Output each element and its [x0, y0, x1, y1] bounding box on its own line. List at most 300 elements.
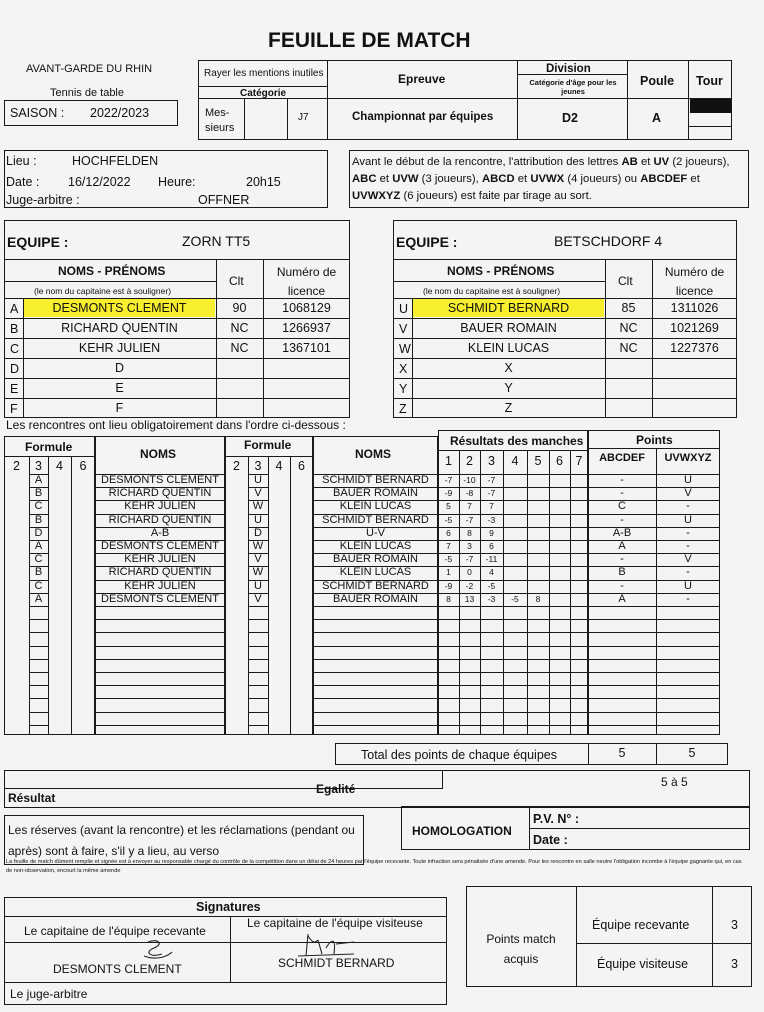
- rule-line: [248, 725, 268, 726]
- match-set-score: 7: [467, 501, 472, 511]
- match-set-score: 4: [489, 567, 494, 577]
- result-score: 5 à 5: [661, 775, 688, 789]
- points-home-label: Équipe recevante: [592, 918, 690, 932]
- home_team-player-clt: NC: [230, 321, 249, 335]
- rule-line: [4, 281, 216, 282]
- division-label: Division: [546, 63, 591, 75]
- match-set-score: 6: [446, 528, 451, 538]
- rule-line: [438, 487, 588, 488]
- home_team-player-letter: D: [10, 362, 20, 376]
- away_team-player-name: SCHMIDT BERNARD: [447, 301, 570, 315]
- match-set-score: 5: [446, 501, 451, 511]
- rule-line: [438, 514, 588, 515]
- rule-line: [29, 659, 48, 660]
- match-set-score: -7: [487, 475, 496, 485]
- away-formule-col: 2: [233, 459, 240, 473]
- match-home-letter: B: [34, 514, 43, 526]
- match-set-score: -3: [487, 594, 496, 604]
- rule-line: [438, 685, 588, 686]
- points-away-label: Équipe visiteuse: [597, 957, 689, 971]
- match-home-letter: D: [34, 527, 43, 539]
- match-away-name: BAUER ROMAIN: [333, 593, 418, 605]
- match-home-name: A-B: [150, 527, 170, 539]
- match-away-letter: W: [252, 566, 264, 578]
- match-away-name: KLEIN LUCAS: [339, 500, 412, 512]
- home_team-player-letter: F: [10, 402, 18, 416]
- rule-line: [290, 456, 291, 735]
- points-header: Points: [636, 433, 673, 447]
- match-away-letter: D: [254, 527, 262, 539]
- match-away-name: KLEIN LUCAS: [339, 566, 412, 578]
- signatures-title: Signatures: [196, 900, 261, 914]
- home_team-equipe-label: EQUIPE :: [7, 234, 69, 250]
- points-match-label: Points match acquis: [486, 932, 556, 966]
- home_team-player-clt: NC: [230, 341, 249, 355]
- rule-line: [588, 632, 720, 633]
- match-home-name: KEHR JULIEN: [124, 580, 196, 592]
- categorie-label: Catégorie: [240, 88, 287, 99]
- points-home-value: 3: [731, 918, 738, 932]
- rule-line: [438, 619, 588, 620]
- set-col-header: 7: [575, 454, 583, 468]
- club-name: AVANT-GARDE DU RHIN: [26, 63, 153, 75]
- home_team-player-name: RICHARD QUENTIN: [61, 321, 178, 335]
- season-label: SAISON :: [10, 106, 65, 120]
- date-value: 16/12/2022: [68, 175, 131, 189]
- rule-line: [248, 606, 268, 607]
- match-home-name: RICHARD QUENTIN: [108, 487, 212, 499]
- away_team-equipe-label: EQUIPE :: [396, 234, 458, 250]
- match-home-letter: B: [34, 487, 43, 499]
- match-away-letter: W: [252, 500, 264, 512]
- rule-line: [438, 672, 588, 673]
- match-away-point: U: [684, 474, 692, 486]
- order-note: Les rencontres ont lieu obligatoirement dans l'ordre ci-dessous :: [6, 418, 346, 432]
- away_team-player-licence: 1227376: [670, 341, 719, 355]
- away_team-name: BETSCHDORF 4: [554, 233, 663, 249]
- away_team-player-licence: 1311026: [670, 301, 719, 315]
- match-home-point: -: [620, 553, 624, 565]
- home-noms-header: NOMS: [140, 447, 176, 461]
- rule-line: [248, 685, 268, 686]
- heure-label: Heure:: [158, 175, 196, 189]
- rule-line: [588, 672, 720, 673]
- division-value: D2: [562, 111, 578, 125]
- rule-line: [438, 712, 588, 713]
- home-formule-col: 6: [79, 459, 87, 473]
- match-away-point: V: [684, 553, 692, 565]
- match-away-letter: V: [254, 553, 262, 565]
- rule-line: [248, 646, 268, 647]
- home-formule-col: 4: [56, 459, 63, 473]
- match-set-score: 8: [535, 594, 541, 604]
- rule-line: [95, 698, 225, 699]
- juge-label: Juge-arbitre :: [6, 193, 80, 207]
- match-home-letter: C: [34, 500, 43, 512]
- rule-line: [4, 318, 350, 319]
- age-category-label: Catégorie d'âge pour les jeunes: [529, 78, 617, 96]
- pv-label: P.V. N° :: [533, 812, 579, 826]
- set-col-header: 5: [534, 454, 542, 468]
- home_team-player-name: E: [115, 381, 124, 395]
- rule-line: [588, 712, 720, 713]
- rule-line: [4, 358, 350, 359]
- totals-away: 5: [688, 746, 696, 760]
- home_team-player-letter: E: [10, 382, 19, 396]
- match-away-name: KLEIN LUCAS: [339, 540, 412, 552]
- draw-note: Avant le début de la rencontre, l'attribution des lettres AB et UV (2 joueurs), ABC et UVW (3 joueurs), ABCD et UVWX (4 joueurs) ou ABCDEF et UVWXYZ (6 joueurs) est faite par tirage au sort.: [352, 156, 730, 202]
- reserves-text: Les réserves (avant la rencontre) et les réclamations (pendant ou après) sont à faire, s'il y a lieu, au verso: [8, 823, 355, 858]
- home-formule-header: Formule: [25, 440, 73, 454]
- rule-line: [393, 398, 737, 399]
- home_team-capitaine-note: (le nom du capitaine est à souligner): [34, 286, 172, 296]
- match-away-point: -: [686, 540, 690, 552]
- sheet-title: FEUILLE DE MATCH: [268, 29, 471, 52]
- rule-line: [248, 659, 268, 660]
- rule-line: [95, 685, 225, 686]
- rule-line: [393, 358, 737, 359]
- rule-line: [29, 619, 48, 620]
- match-away-point: -: [686, 500, 690, 512]
- rule-line: [393, 281, 605, 282]
- match-set-score: 6: [489, 541, 494, 551]
- rule-line: [588, 725, 720, 726]
- match-away-name: U-V: [366, 527, 385, 539]
- rule-line: [588, 698, 720, 699]
- rule-line: [95, 606, 225, 607]
- away-captain-label: Le capitaine de l'équipe visiteuse: [247, 916, 423, 930]
- match-set-score: -5: [511, 594, 519, 604]
- juge-value: OFFNER: [198, 193, 250, 207]
- rule-line: [588, 448, 720, 449]
- results-header: Résultats des manches: [450, 434, 584, 448]
- rule-line: [29, 698, 48, 699]
- juge-arbitre-label: Le juge-arbitre: [10, 987, 88, 1001]
- rule-line: [438, 725, 588, 726]
- match-home-name: DESMONTS CLEMENT: [101, 474, 219, 486]
- totals-label: Total des points de chaque équipes: [361, 748, 557, 762]
- totals-home: 5: [618, 746, 626, 760]
- match-home-letter: A: [34, 593, 43, 605]
- set-col-header: 1: [445, 454, 452, 468]
- home_team-player-letter: B: [10, 322, 19, 336]
- rule-line: [248, 698, 268, 699]
- rule-line: [29, 646, 48, 647]
- home_team-player-name: F: [115, 401, 124, 415]
- match-home-point: A: [618, 540, 626, 552]
- home_team-player-name: D: [114, 361, 125, 375]
- rule-line: [588, 619, 720, 620]
- rule-line: [313, 632, 438, 633]
- rule-line: [393, 378, 737, 379]
- sport-name: Tennis de table: [50, 87, 124, 99]
- match-set-score: 8: [446, 594, 451, 604]
- rule-line: [588, 646, 720, 647]
- home_team-noms-header: NOMS - PRÉNOMS: [58, 264, 166, 278]
- match-set-score: -3: [487, 515, 496, 525]
- homologation-label: HOMOLOGATION: [412, 824, 512, 838]
- away-formule-col: 6: [298, 459, 305, 473]
- result-box: [4, 770, 750, 808]
- poule-value: A: [652, 111, 662, 125]
- match-away-point: U: [684, 580, 692, 592]
- away_team-player-clt: NC: [619, 321, 638, 335]
- match-home-letter: C: [34, 553, 43, 565]
- match-home-name: RICHARD QUENTIN: [108, 514, 212, 526]
- rule-line: [95, 672, 225, 673]
- home_team-player-licence: 1367101: [282, 341, 331, 355]
- match-home-point: -: [620, 474, 624, 486]
- rule-line: [248, 632, 268, 633]
- match-set-score: -2: [465, 581, 474, 591]
- home_team-player-name: KEHR JULIEN: [78, 341, 161, 355]
- away_team-player-name: Z: [504, 401, 513, 415]
- match-away-point: U: [684, 514, 692, 526]
- match-home-letter: A: [34, 474, 43, 486]
- match-set-score: -7: [444, 475, 453, 485]
- match-home-point: A: [618, 593, 626, 605]
- rule-line: [95, 646, 225, 647]
- away_team-player-letter: Z: [399, 402, 407, 416]
- match-home-name: DESMONTS CLEMENT: [101, 540, 219, 552]
- rule-line: [438, 540, 588, 541]
- rule-line: [95, 725, 225, 726]
- rule-line: [438, 527, 588, 528]
- season-value: 2022/2023: [90, 106, 150, 120]
- lieu-label: Lieu :: [6, 154, 37, 168]
- points-away-value: 3: [731, 957, 738, 971]
- rule-line: [438, 553, 588, 554]
- rule-line: [71, 456, 72, 735]
- match-set-score: 3: [467, 541, 472, 551]
- home-captain-signature: [140, 938, 176, 962]
- tour-filled-box: [690, 99, 731, 113]
- match-home-point: -: [620, 514, 624, 526]
- away_team-clt-header: Clt: [618, 274, 633, 288]
- rule-line: [4, 338, 350, 339]
- away-captain-signature: [296, 930, 360, 960]
- match-home-point: C: [618, 500, 626, 512]
- footnote: La feuille de match dûment remplie et signée est à envoyer au responsable chargé du contrôle de la compétition dans un délai de 24 heures par l'équipe recevante. Toute infraction sera pénalisée d'une amende. Pour les rencontre en salle neutre l'obligation incombe à l'équipe gagnante qui, en cas de non-observation, encourt la même amende: [6, 859, 742, 874]
- rule-line: [248, 712, 268, 713]
- match-away-letter: V: [254, 487, 262, 499]
- rule-line: [438, 659, 588, 660]
- poule-label: Poule: [640, 74, 675, 88]
- rule-line: [438, 580, 588, 581]
- match-away-letter: U: [254, 474, 262, 486]
- match-set-score: -9: [444, 488, 453, 498]
- match-set-score: -10: [463, 475, 476, 485]
- match-set-score: -5: [444, 554, 453, 564]
- set-col-header: 6: [556, 454, 563, 468]
- match-away-name: BAUER ROMAIN: [333, 553, 418, 565]
- match-set-score: -7: [465, 554, 474, 564]
- away-points-header: UVWXYZ: [664, 452, 712, 464]
- match-home-letter: B: [34, 566, 43, 578]
- away-formule-frame: [225, 436, 313, 735]
- rule-line: [313, 659, 438, 660]
- rule-line: [29, 632, 48, 633]
- match-away-name: SCHMIDT BERNARD: [322, 580, 429, 592]
- away_team-player-letter: X: [399, 362, 408, 376]
- home_team-player-letter: C: [10, 342, 20, 356]
- rule-line: [393, 259, 737, 260]
- rule-line: [438, 566, 588, 567]
- match-away-letter: W: [252, 540, 264, 552]
- rule-line: [29, 725, 48, 726]
- rule-line: [313, 646, 438, 647]
- rule-line: [438, 500, 588, 501]
- match-set-score: -7: [465, 515, 474, 525]
- match-home-name: RICHARD QUENTIN: [108, 566, 212, 578]
- match-home-point: B: [618, 566, 626, 578]
- away_team-player-letter: V: [399, 322, 408, 336]
- rule-line: [438, 474, 588, 475]
- rule-line: [393, 318, 737, 319]
- away-noms-header: NOMS: [355, 447, 391, 461]
- match-set-score: 13: [464, 594, 475, 604]
- epreuve-label: Epreuve: [398, 72, 446, 86]
- home-captain-label: Le capitaine de l'équipe recevante: [24, 924, 206, 938]
- rule-line: [313, 698, 438, 699]
- away_team-player-clt: 85: [621, 301, 636, 315]
- rule-line: [4, 259, 350, 260]
- away_team-player-letter: W: [399, 342, 411, 356]
- match-away-letter: U: [254, 514, 262, 526]
- rule-line: [313, 672, 438, 673]
- match-home-name: KEHR JULIEN: [124, 500, 196, 512]
- messieurs-label: Mes- sieurs: [205, 107, 235, 134]
- away_team-player-name: BAUER ROMAIN: [460, 321, 557, 335]
- home_team-player-clt: 90: [232, 301, 247, 315]
- match-away-point: -: [686, 593, 690, 605]
- away_team-player-name: X: [504, 361, 513, 375]
- away_team-licence-header: Numéro de licence: [664, 265, 725, 298]
- journee-value: J7: [298, 112, 309, 123]
- rule-line: [95, 619, 225, 620]
- date-label: Date :: [6, 175, 40, 189]
- away-formule-header: Formule: [244, 438, 292, 452]
- match-set-score: 9: [489, 528, 494, 538]
- rule-line: [4, 398, 350, 399]
- match-set-score: 1: [446, 567, 451, 577]
- rule-line: [393, 338, 737, 339]
- match-set-score: -5: [444, 515, 453, 525]
- home_team-player-licence: 1068129: [282, 301, 331, 315]
- heure-value: 20h15: [246, 175, 281, 189]
- away-formule-col: 3: [254, 459, 262, 473]
- lieu-value: HOCHFELDEN: [72, 154, 159, 168]
- result-verdict: Egalité: [316, 782, 356, 796]
- rule-line: [29, 672, 48, 673]
- match-set-score: 0: [467, 567, 472, 577]
- match-away-name: SCHMIDT BERNARD: [322, 474, 429, 486]
- match-set-score: -7: [487, 488, 496, 498]
- away_team-player-clt: NC: [619, 341, 638, 355]
- rule-line: [248, 672, 268, 673]
- away-captain-name: SCHMIDT BERNARD: [278, 956, 395, 970]
- rule-line: [588, 685, 720, 686]
- match-away-name: SCHMIDT BERNARD: [322, 514, 429, 526]
- set-col-header: 2: [466, 454, 473, 468]
- home_team-player-licence: 1266937: [282, 321, 331, 335]
- match-home-point: -: [620, 580, 624, 592]
- away_team-player-licence: 1021269: [670, 321, 719, 335]
- away_team-player-name: KLEIN LUCAS: [467, 341, 550, 355]
- match-away-point: -: [686, 527, 690, 539]
- rule-line: [438, 646, 588, 647]
- match-set-score: 7: [446, 541, 451, 551]
- match-away-letter: V: [254, 593, 262, 605]
- rule-line: [313, 619, 438, 620]
- rule-line: [438, 632, 588, 633]
- rule-line: [29, 712, 48, 713]
- home_team-player-letter: A: [10, 302, 19, 316]
- match-home-letter: C: [34, 580, 43, 592]
- rule-line: [588, 606, 720, 607]
- match-home-name: KEHR JULIEN: [124, 553, 196, 565]
- rule-line: [438, 606, 588, 607]
- match-away-point: -: [686, 566, 690, 578]
- match-away-letter: U: [254, 580, 262, 592]
- tour-label: Tour: [696, 74, 723, 88]
- rule-line: [225, 456, 313, 457]
- home-formule-col: 3: [35, 459, 42, 473]
- rule-line: [313, 606, 438, 607]
- result-label: Résultat: [8, 791, 56, 805]
- rule-line: [313, 725, 438, 726]
- match-set-score: -9: [444, 581, 453, 591]
- match-away-name: BAUER ROMAIN: [333, 487, 418, 499]
- home_team-licence-header: Numéro de licence: [276, 265, 337, 298]
- home-formule-frame: [4, 436, 95, 735]
- epreuve-value: Championnat par équipes: [352, 111, 494, 123]
- home-formule-col: 2: [13, 459, 20, 473]
- match-home-point: A-B: [612, 527, 632, 539]
- set-col-header: 4: [511, 454, 519, 468]
- match-away-point: V: [684, 487, 692, 499]
- rule-line: [313, 685, 438, 686]
- rule-line: [48, 456, 49, 735]
- match-set-score: -11: [485, 554, 498, 564]
- rule-line: [95, 659, 225, 660]
- away_team-player-letter: Y: [399, 382, 408, 396]
- match-set-score: -8: [465, 488, 474, 498]
- rule-line: [4, 456, 95, 457]
- rule-line: [29, 685, 48, 686]
- match-set-score: -5: [487, 581, 496, 591]
- rule-line: [95, 632, 225, 633]
- rayer-mentions: Rayer les mentions inutiles: [204, 68, 324, 79]
- away_team-capitaine-note: (le nom du capitaine est à souligner): [423, 286, 561, 296]
- away_team-noms-header: NOMS - PRÉNOMS: [447, 264, 555, 278]
- match-home-name: DESMONTS CLEMENT: [101, 593, 219, 605]
- rule-line: [588, 659, 720, 660]
- homologation-date-label: Date :: [533, 833, 568, 847]
- rule-line: [29, 606, 48, 607]
- rule-line: [4, 378, 350, 379]
- home_team-name: ZORN TT5: [182, 233, 251, 249]
- rule-line: [95, 712, 225, 713]
- match-set-score: 7: [489, 501, 494, 511]
- match-set-score: 8: [467, 528, 472, 538]
- rule-line: [438, 450, 588, 451]
- rule-line: [438, 698, 588, 699]
- match-home-letter: A: [34, 540, 43, 552]
- away_team-player-name: Y: [504, 381, 513, 395]
- home-captain-name: DESMONTS CLEMENT: [53, 962, 182, 976]
- rule-line: [248, 619, 268, 620]
